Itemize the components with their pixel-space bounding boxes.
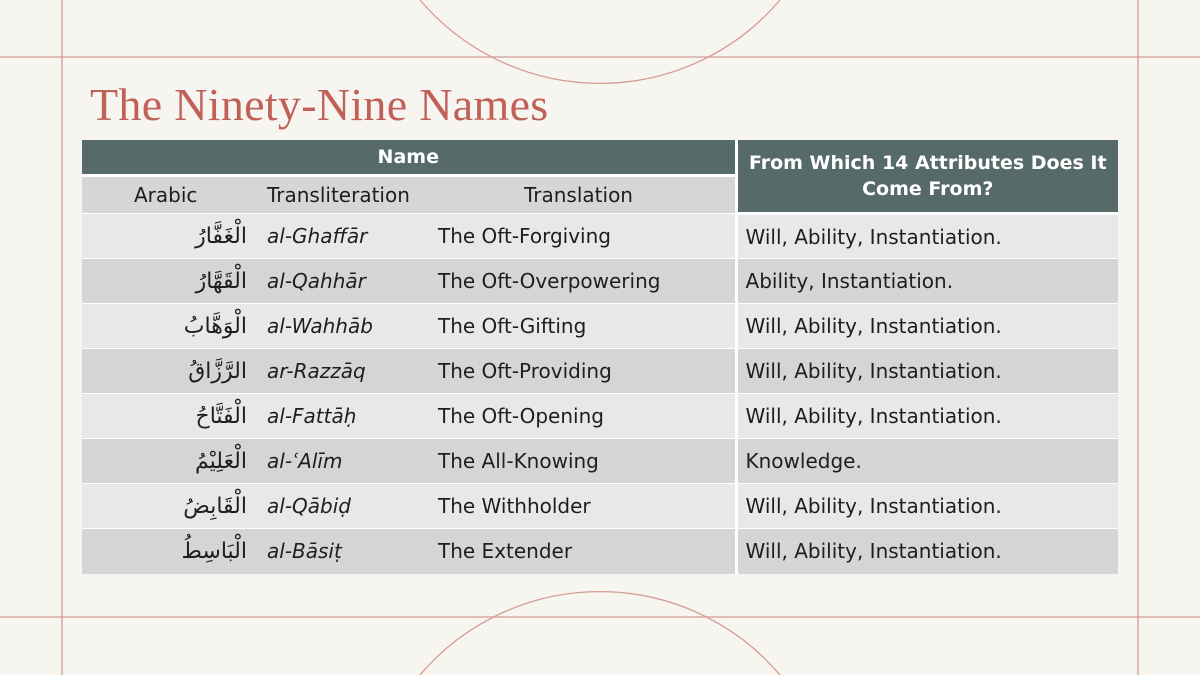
translation-cell: The Withholder (434, 484, 736, 529)
table-row (82, 484, 1118, 529)
arabic-cell: الْقَهَّارُ (82, 259, 263, 304)
arabic-cell: الْغَفَّارُ (82, 214, 263, 259)
translation-column-header: Translation (434, 176, 736, 214)
frame-arc-top (420, 0, 780, 83)
arabic-cell: الْفَتَّاحُ (82, 394, 263, 439)
translation-cell: The Extender (434, 529, 736, 574)
translation-cell: The Oft-Forgiving (434, 214, 736, 259)
transliteration-cell: al-Bāsiṭ (263, 529, 434, 574)
attributes-cell: Will, Ability, Instantiation. (736, 484, 1118, 529)
translation-cell: The Oft-Opening (434, 394, 736, 439)
attributes-cell: Will, Ability, Instantiation. (736, 529, 1118, 574)
attributes-cell: Will, Ability, Instantiation. (736, 349, 1118, 394)
arabic-cell: الْقَابِضُ (82, 484, 263, 529)
transliteration-column-header: Transliteration (263, 176, 434, 214)
arabic-cell: الْوَهَّابُ (82, 304, 263, 349)
table-row (82, 304, 1118, 349)
transliteration-cell: al-Fattāḥ (263, 394, 434, 439)
attributes-cell: Will, Ability, Instantiation. (736, 394, 1118, 439)
attributes-header: From Which 14 Attributes Does It Come From? (736, 140, 1118, 214)
header-row-group (82, 140, 1118, 176)
arabic-cell: الْعَلِيْمُ (82, 439, 263, 484)
names-table (82, 140, 1118, 574)
transliteration-cell: al-Ghaffār (263, 214, 434, 259)
name-group-header: Name (82, 140, 736, 176)
attributes-cell: Knowledge. (736, 439, 1118, 484)
table-row (82, 259, 1118, 304)
transliteration-cell: al-ʿAlīm (263, 439, 434, 484)
frame-arc-bottom (420, 592, 780, 675)
translation-cell: The Oft-Gifting (434, 304, 736, 349)
attributes-cell: Ability, Instantiation. (736, 259, 1118, 304)
transliteration-cell: al-Qahhār (263, 259, 434, 304)
arabic-cell: الْبَاسِطُ (82, 529, 263, 574)
attributes-cell: Will, Ability, Instantiation. (736, 214, 1118, 259)
table-row (82, 439, 1118, 484)
translation-cell: The Oft-Overpowering (434, 259, 736, 304)
table-row (82, 529, 1118, 574)
arabic-column-header: Arabic (82, 176, 263, 214)
arabic-cell: الرَّزَّاقُ (82, 349, 263, 394)
page-title: The Ninety-Nine Names (90, 79, 549, 130)
attributes-cell: Will, Ability, Instantiation. (736, 304, 1118, 349)
table-row (82, 394, 1118, 439)
transliteration-cell: ar-Razzāq (263, 349, 434, 394)
transliteration-cell: al-Wahhāb (263, 304, 434, 349)
translation-cell: The All-Knowing (434, 439, 736, 484)
table-row (82, 214, 1118, 259)
transliteration-cell: al-Qābiḍ (263, 484, 434, 529)
translation-cell: The Oft-Providing (434, 349, 736, 394)
table-row (82, 349, 1118, 394)
